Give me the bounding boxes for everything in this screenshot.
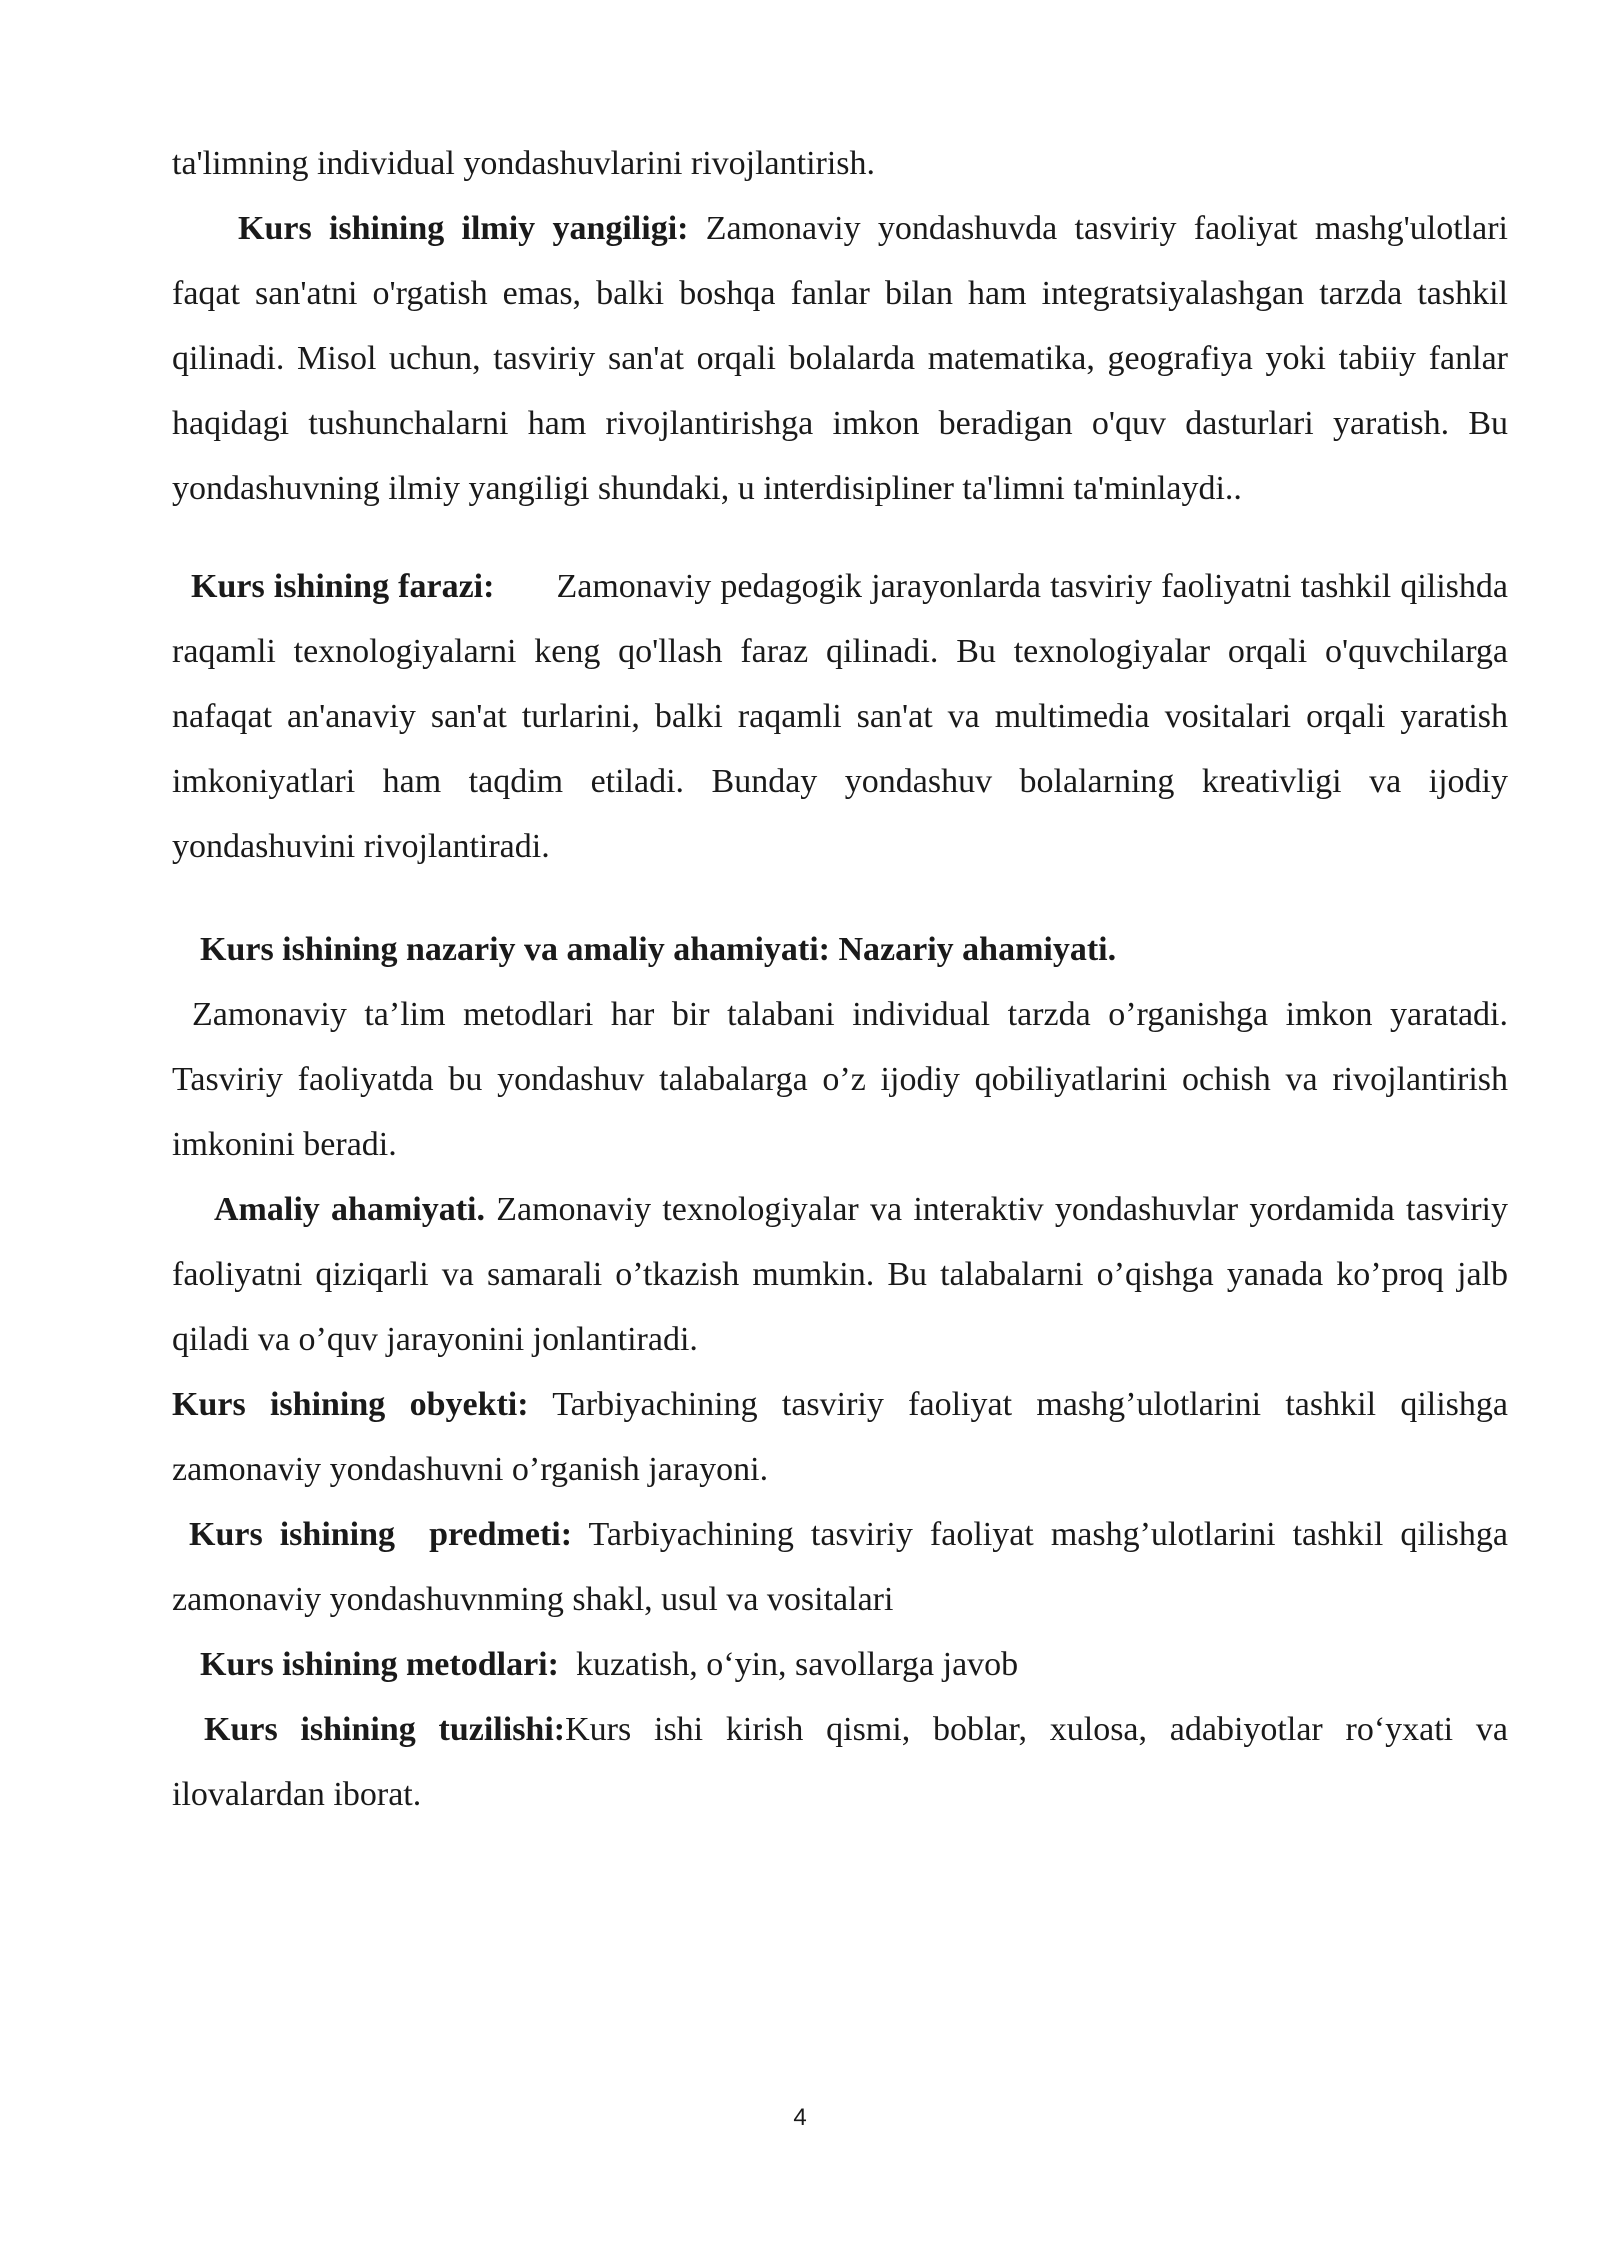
paragraph-heading: Kurs ishining obyekti: (172, 1386, 529, 1423)
paragraph-text: Tarbiyachining tasviriy faoliyat mashg’ulotlarini tashkil qilishga zamonaviy yondashuvnming shakl, usul va vositalari (172, 1516, 1508, 1618)
paragraph-hypothesis (172, 554, 1508, 879)
paragraph-text: Tarbiyachining tasviriy faoliyat mashg’ulotlarini tashkil qilishga zamonaviy yondashuvni o’rganish jarayoni. (172, 1386, 1508, 1488)
paragraph-heading: Kurs ishining predmeti: (189, 1516, 573, 1553)
paragraph-text: ta'limning individual yondashuvlarini rivojlantirish. (172, 145, 876, 182)
paragraph-intro-tail (172, 131, 1508, 196)
paragraph-heading: Kurs ishining ilmiy yangiligi: (238, 210, 689, 247)
paragraph-heading: Kurs ishining metodlari: (200, 1646, 559, 1683)
paragraph-heading: Kurs ishining farazi: (191, 568, 495, 605)
paragraph-scientific-novelty (172, 196, 1508, 521)
paragraph-heading: Amaliy ahamiyati. (214, 1191, 485, 1228)
paragraph-text: Zamonaviy texnologiyalar va interaktiv yondashuvlar yordamida tasviriy faoliyatni qiziqarli va samarali o’tkazish mumkin. Bu talabalarni o’qishga yanada ko’proq jalb qiladi va o’quv jarayonini jonlantiradi. (172, 1191, 1508, 1358)
paragraph-structure (172, 1697, 1508, 1827)
paragraph-text: kuzatish, o‘yin, savollarga javob (558, 1646, 1019, 1683)
paragraph-heading: Kurs ishining tuzilishi: (204, 1711, 566, 1748)
paragraph-text: Kurs ishi kirish qismi, boblar, xulosa, adabiyotlar ro‘yxati va ilovalardan iborat. (172, 1711, 1509, 1813)
page-number: 4 (793, 2104, 807, 2131)
page-body (172, 131, 1508, 1827)
paragraph-significance-heading (172, 917, 1508, 982)
paragraph-text: Zamonaviy pedagogik jarayonlarda tasviriy faoliyatni tashkil qilishda raqamli texnologiyalarni keng qo'llash faraz qilinadi. Bu texnologiyalar orqali o'quvchilarga nafaqat an'anaviy san'at turlarini, balki raqamli san'at va multimedia vositalari orqali yaratish imkoniyatlari ham taqdim etiladi. Bunday yondashuv bolalarning kreativligi va ijodiy yondashuvini rivojlantiradi. (172, 568, 1509, 865)
paragraph-subject (172, 1502, 1508, 1632)
paragraph-theoretical-significance (172, 982, 1508, 1177)
paragraph-methods (172, 1632, 1508, 1697)
paragraph-practical-significance (172, 1177, 1508, 1372)
paragraph-heading: Kurs ishining nazariy va amaliy ahamiyati: Nazariy ahamiyati. (200, 931, 1117, 968)
paragraph-object (172, 1372, 1508, 1502)
paragraph-text: Zamonaviy ta’lim metodlari har bir talabani individual tarzda o’rganishga imkon yaratadi. Tasviriy faoliyatda bu yondashuv talabalarga o’z ijodiy qobiliyatlarini ochish va rivojlantirish imkonini beradi. (172, 996, 1508, 1163)
paragraph-text: Zamonaviy yondashuvda tasviriy faoliyat mashg'ulotlari faqat san'atni o'rgatish emas, balki boshqa fanlar bilan ham integratsiyalashgan tarzda tashkil qilinadi. Misol uchun, tasviriy san'at orqali bolalarda matematika, geografiya yoki tabiiy fanlar haqidagi tushunchalarni ham rivojlantirishga imkon beradigan o'quv dasturlari yaratish. Bu yondashuvning ilmiy yangiligi shundaki, u interdisipliner ta'limni ta'minlaydi.. (172, 210, 1508, 507)
